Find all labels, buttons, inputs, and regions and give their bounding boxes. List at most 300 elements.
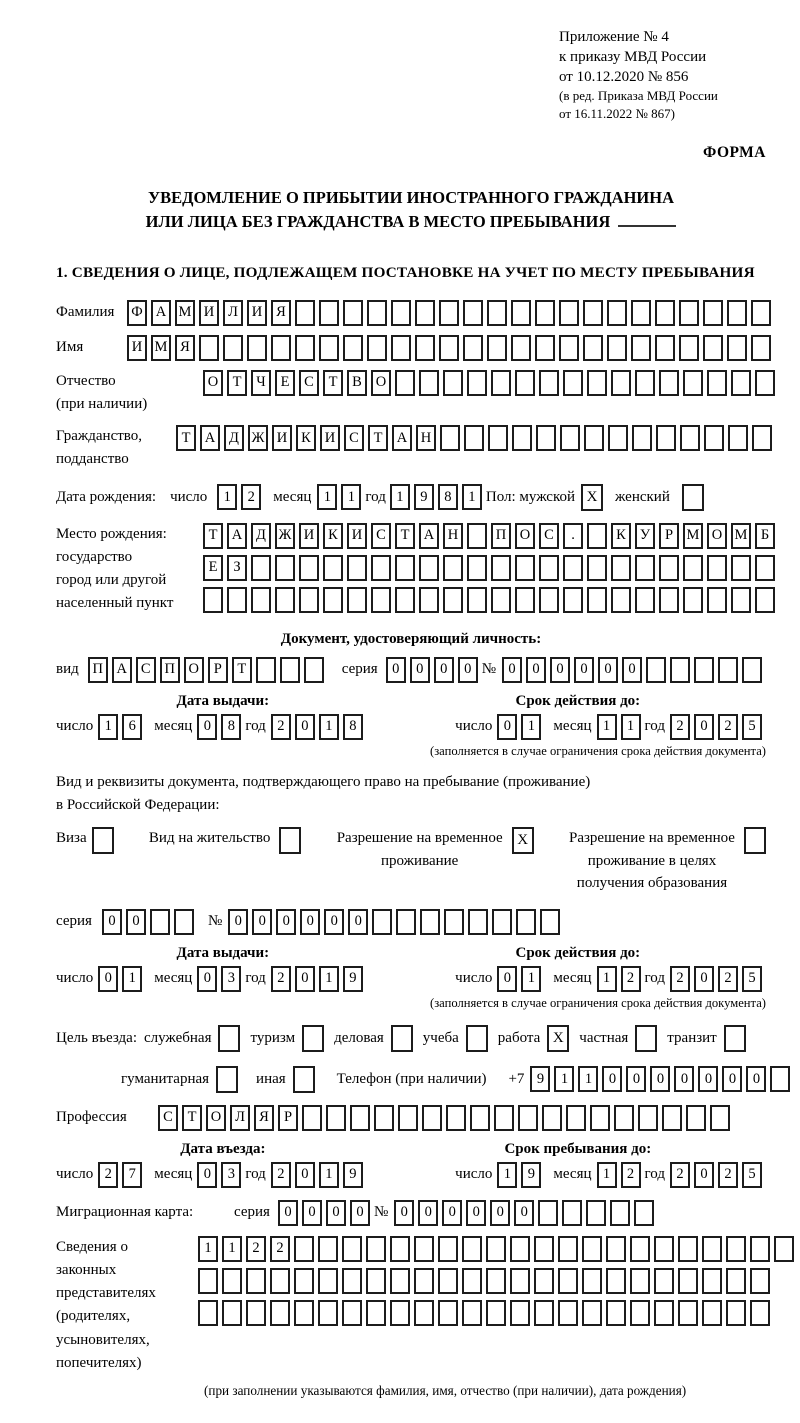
- char-cell[interactable]: 1: [521, 966, 541, 992]
- char-cell[interactable]: [630, 1268, 650, 1294]
- char-cell[interactable]: [367, 335, 387, 361]
- char-cell[interactable]: 2: [718, 714, 738, 740]
- char-cell[interactable]: [606, 1268, 626, 1294]
- char-cell[interactable]: [246, 1300, 266, 1326]
- char-cell[interactable]: Л: [223, 300, 243, 326]
- char-cell[interactable]: С: [299, 370, 319, 396]
- char-cell[interactable]: Т: [182, 1105, 202, 1131]
- char-cell[interactable]: К: [611, 523, 631, 549]
- char-cell[interactable]: [251, 555, 271, 581]
- char-cell[interactable]: М: [731, 523, 751, 549]
- char-cell[interactable]: [635, 555, 655, 581]
- char-cell[interactable]: [726, 1268, 746, 1294]
- char-cell[interactable]: [582, 1268, 602, 1294]
- char-cell[interactable]: М: [151, 335, 171, 361]
- char-cell[interactable]: [614, 1105, 634, 1131]
- char-cell[interactable]: [707, 555, 727, 581]
- char-cell[interactable]: [703, 300, 723, 326]
- char-cell[interactable]: [295, 300, 315, 326]
- char-cell[interactable]: [583, 335, 603, 361]
- char-cell[interactable]: [611, 587, 631, 613]
- char-cell[interactable]: 0: [497, 714, 517, 740]
- char-cell[interactable]: [560, 425, 580, 451]
- char-cell[interactable]: М: [175, 300, 195, 326]
- char-cell[interactable]: 1: [521, 714, 541, 740]
- char-cell[interactable]: 0: [228, 909, 248, 935]
- char-cell[interactable]: [494, 1105, 514, 1131]
- char-cell[interactable]: И: [299, 523, 319, 549]
- char-cell[interactable]: Ж: [275, 523, 295, 549]
- char-cell[interactable]: [608, 425, 628, 451]
- char-cell[interactable]: 2: [271, 1162, 291, 1188]
- char-cell[interactable]: [439, 335, 459, 361]
- char-cell[interactable]: [463, 335, 483, 361]
- char-cell[interactable]: [395, 370, 415, 396]
- char-cell[interactable]: [590, 1105, 610, 1131]
- char-cell[interactable]: [582, 1236, 602, 1262]
- char-cell[interactable]: Т: [203, 523, 223, 549]
- char-cell[interactable]: [750, 1300, 770, 1326]
- char-cell[interactable]: [492, 909, 512, 935]
- char-cell[interactable]: [247, 335, 267, 361]
- char-cell[interactable]: [678, 1268, 698, 1294]
- char-cell[interactable]: [542, 1105, 562, 1131]
- char-cell[interactable]: 0: [350, 1200, 370, 1226]
- char-cell[interactable]: [414, 1300, 434, 1326]
- char-cell[interactable]: [610, 1200, 630, 1226]
- char-cell[interactable]: П: [160, 657, 180, 683]
- char-cell[interactable]: [415, 300, 435, 326]
- char-cell[interactable]: [347, 555, 367, 581]
- char-cell[interactable]: [731, 370, 751, 396]
- char-cell[interactable]: [198, 1300, 218, 1326]
- char-cell[interactable]: [491, 370, 511, 396]
- char-cell[interactable]: Ф: [127, 300, 147, 326]
- char-cell[interactable]: 0: [348, 909, 368, 935]
- char-cell[interactable]: 2: [670, 714, 690, 740]
- checkbox-delovaya[interactable]: [391, 1025, 413, 1052]
- char-cell[interactable]: А: [200, 425, 220, 451]
- char-cell[interactable]: [487, 300, 507, 326]
- char-cell[interactable]: [488, 425, 508, 451]
- char-cell[interactable]: 5: [742, 714, 762, 740]
- char-cell[interactable]: [655, 300, 675, 326]
- char-cell[interactable]: [654, 1300, 674, 1326]
- char-cell[interactable]: 0: [722, 1066, 742, 1092]
- char-cell[interactable]: [559, 300, 579, 326]
- char-cell[interactable]: Р: [278, 1105, 298, 1131]
- char-cell[interactable]: А: [112, 657, 132, 683]
- char-cell[interactable]: [563, 555, 583, 581]
- char-cell[interactable]: 2: [621, 1162, 641, 1188]
- char-cell[interactable]: 1: [319, 714, 339, 740]
- char-cell[interactable]: 2: [271, 714, 291, 740]
- char-cell[interactable]: [414, 1236, 434, 1262]
- checkbox-tranzit[interactable]: [724, 1025, 746, 1052]
- char-cell[interactable]: [270, 1300, 290, 1326]
- char-cell[interactable]: [535, 300, 555, 326]
- char-cell[interactable]: О: [203, 370, 223, 396]
- char-cell[interactable]: [662, 1105, 682, 1131]
- char-cell[interactable]: 0: [746, 1066, 766, 1092]
- char-cell[interactable]: [350, 1105, 370, 1131]
- char-cell[interactable]: С: [158, 1105, 178, 1131]
- char-cell[interactable]: [390, 1268, 410, 1294]
- char-cell[interactable]: [751, 300, 771, 326]
- char-cell[interactable]: 9: [343, 966, 363, 992]
- char-cell[interactable]: [558, 1236, 578, 1262]
- char-cell[interactable]: [718, 657, 738, 683]
- char-cell[interactable]: С: [371, 523, 391, 549]
- char-cell[interactable]: 0: [490, 1200, 510, 1226]
- char-cell[interactable]: 1: [319, 1162, 339, 1188]
- char-cell[interactable]: [630, 1236, 650, 1262]
- char-cell[interactable]: [390, 1300, 410, 1326]
- char-cell[interactable]: 0: [278, 1200, 298, 1226]
- char-cell[interactable]: [323, 587, 343, 613]
- char-cell[interactable]: [566, 1105, 586, 1131]
- char-cell[interactable]: А: [392, 425, 412, 451]
- char-cell[interactable]: 1: [497, 1162, 517, 1188]
- char-cell[interactable]: 0: [514, 1200, 534, 1226]
- char-cell[interactable]: [199, 335, 219, 361]
- char-cell[interactable]: Т: [395, 523, 415, 549]
- char-cell[interactable]: [679, 300, 699, 326]
- char-cell[interactable]: 3: [221, 1162, 241, 1188]
- char-cell[interactable]: [630, 1300, 650, 1326]
- char-cell[interactable]: [707, 370, 727, 396]
- char-cell[interactable]: [534, 1268, 554, 1294]
- char-cell[interactable]: [372, 909, 392, 935]
- char-cell[interactable]: [534, 1300, 554, 1326]
- char-cell[interactable]: [607, 300, 627, 326]
- char-cell[interactable]: [367, 300, 387, 326]
- char-cell[interactable]: Н: [416, 425, 436, 451]
- char-cell[interactable]: 0: [300, 909, 320, 935]
- char-cell[interactable]: 2: [718, 1162, 738, 1188]
- char-cell[interactable]: [347, 587, 367, 613]
- char-cell[interactable]: 2: [246, 1236, 266, 1262]
- char-cell[interactable]: 9: [343, 1162, 363, 1188]
- char-cell[interactable]: [582, 1300, 602, 1326]
- char-cell[interactable]: 0: [466, 1200, 486, 1226]
- char-cell[interactable]: 0: [386, 657, 406, 683]
- char-cell[interactable]: [366, 1268, 386, 1294]
- char-cell[interactable]: [742, 657, 762, 683]
- char-cell[interactable]: [704, 425, 724, 451]
- char-cell[interactable]: [323, 555, 343, 581]
- char-cell[interactable]: [371, 587, 391, 613]
- char-cell[interactable]: [256, 657, 276, 683]
- char-cell[interactable]: [539, 555, 559, 581]
- char-cell[interactable]: И: [320, 425, 340, 451]
- char-cell[interactable]: [444, 909, 464, 935]
- char-cell[interactable]: [659, 370, 679, 396]
- char-cell[interactable]: [467, 370, 487, 396]
- char-cell[interactable]: [702, 1268, 722, 1294]
- char-cell[interactable]: [299, 555, 319, 581]
- char-cell[interactable]: 8: [438, 484, 458, 510]
- char-cell[interactable]: [755, 555, 775, 581]
- char-cell[interactable]: [198, 1268, 218, 1294]
- char-cell[interactable]: [702, 1300, 722, 1326]
- char-cell[interactable]: [294, 1300, 314, 1326]
- char-cell[interactable]: О: [206, 1105, 226, 1131]
- char-cell[interactable]: [611, 555, 631, 581]
- char-cell[interactable]: 0: [324, 909, 344, 935]
- char-cell[interactable]: 0: [574, 657, 594, 683]
- char-cell[interactable]: [203, 587, 223, 613]
- char-cell[interactable]: [443, 587, 463, 613]
- char-cell[interactable]: В: [347, 370, 367, 396]
- char-cell[interactable]: [222, 1268, 242, 1294]
- char-cell[interactable]: 0: [526, 657, 546, 683]
- char-cell[interactable]: [518, 1105, 538, 1131]
- char-cell[interactable]: [516, 909, 536, 935]
- char-cell[interactable]: К: [323, 523, 343, 549]
- char-cell[interactable]: [342, 1236, 362, 1262]
- char-cell[interactable]: А: [151, 300, 171, 326]
- char-cell[interactable]: [468, 909, 488, 935]
- char-cell[interactable]: [559, 335, 579, 361]
- char-cell[interactable]: 0: [674, 1066, 694, 1092]
- checkbox-gumanitarnaya[interactable]: [216, 1066, 238, 1093]
- char-cell[interactable]: И: [272, 425, 292, 451]
- char-cell[interactable]: 0: [394, 1200, 414, 1226]
- checkbox-residence-permit[interactable]: [279, 827, 301, 854]
- char-cell[interactable]: 1: [341, 484, 361, 510]
- char-cell[interactable]: [419, 587, 439, 613]
- char-cell[interactable]: [654, 1268, 674, 1294]
- char-cell[interactable]: 2: [718, 966, 738, 992]
- char-cell[interactable]: [750, 1236, 770, 1262]
- char-cell[interactable]: [319, 300, 339, 326]
- char-cell[interactable]: 0: [622, 657, 642, 683]
- char-cell[interactable]: С: [344, 425, 364, 451]
- char-cell[interactable]: 1: [390, 484, 410, 510]
- char-cell[interactable]: [319, 335, 339, 361]
- char-cell[interactable]: 9: [414, 484, 434, 510]
- char-cell[interactable]: [683, 587, 703, 613]
- char-cell[interactable]: Т: [368, 425, 388, 451]
- char-cell[interactable]: [562, 1200, 582, 1226]
- char-cell[interactable]: [587, 555, 607, 581]
- char-cell[interactable]: 3: [221, 966, 241, 992]
- char-cell[interactable]: [326, 1105, 346, 1131]
- char-cell[interactable]: [540, 909, 560, 935]
- checkbox-gender-male[interactable]: X: [581, 484, 603, 511]
- char-cell[interactable]: А: [419, 523, 439, 549]
- char-cell[interactable]: [680, 425, 700, 451]
- char-cell[interactable]: [707, 587, 727, 613]
- char-cell[interactable]: [439, 300, 459, 326]
- char-cell[interactable]: 1: [98, 714, 118, 740]
- char-cell[interactable]: 2: [621, 966, 641, 992]
- char-cell[interactable]: [710, 1105, 730, 1131]
- char-cell[interactable]: [487, 335, 507, 361]
- char-cell[interactable]: 9: [530, 1066, 550, 1092]
- char-cell[interactable]: [470, 1105, 490, 1131]
- char-cell[interactable]: [611, 370, 631, 396]
- char-cell[interactable]: [635, 587, 655, 613]
- char-cell[interactable]: 1: [319, 966, 339, 992]
- char-cell[interactable]: 0: [442, 1200, 462, 1226]
- char-cell[interactable]: 0: [102, 909, 122, 935]
- char-cell[interactable]: [419, 370, 439, 396]
- char-cell[interactable]: [223, 335, 243, 361]
- char-cell[interactable]: [343, 335, 363, 361]
- char-cell[interactable]: Я: [175, 335, 195, 361]
- char-cell[interactable]: [467, 523, 487, 549]
- char-cell[interactable]: 0: [626, 1066, 646, 1092]
- char-cell[interactable]: Ж: [248, 425, 268, 451]
- char-cell[interactable]: [659, 587, 679, 613]
- char-cell[interactable]: [294, 1268, 314, 1294]
- char-cell[interactable]: П: [491, 523, 511, 549]
- char-cell[interactable]: 5: [742, 966, 762, 992]
- char-cell[interactable]: [318, 1236, 338, 1262]
- char-cell[interactable]: [395, 587, 415, 613]
- char-cell[interactable]: [420, 909, 440, 935]
- char-cell[interactable]: 0: [295, 1162, 315, 1188]
- char-cell[interactable]: [731, 555, 751, 581]
- char-cell[interactable]: [683, 370, 703, 396]
- char-cell[interactable]: Ч: [251, 370, 271, 396]
- char-cell[interactable]: 0: [252, 909, 272, 935]
- char-cell[interactable]: 0: [197, 714, 217, 740]
- char-cell[interactable]: 0: [497, 966, 517, 992]
- char-cell[interactable]: 0: [197, 1162, 217, 1188]
- char-cell[interactable]: [752, 425, 772, 451]
- char-cell[interactable]: [366, 1300, 386, 1326]
- char-cell[interactable]: 1: [198, 1236, 218, 1262]
- char-cell[interactable]: [686, 1105, 706, 1131]
- char-cell[interactable]: [246, 1268, 266, 1294]
- char-cell[interactable]: [586, 1200, 606, 1226]
- char-cell[interactable]: [491, 555, 511, 581]
- char-cell[interactable]: [750, 1268, 770, 1294]
- char-cell[interactable]: [638, 1105, 658, 1131]
- char-cell[interactable]: .: [563, 523, 583, 549]
- char-cell[interactable]: [534, 1236, 554, 1262]
- char-cell[interactable]: [679, 335, 699, 361]
- char-cell[interactable]: 0: [434, 657, 454, 683]
- char-cell[interactable]: [655, 335, 675, 361]
- char-cell[interactable]: З: [227, 555, 247, 581]
- char-cell[interactable]: 1: [578, 1066, 598, 1092]
- char-cell[interactable]: [539, 370, 559, 396]
- char-cell[interactable]: [606, 1300, 626, 1326]
- char-cell[interactable]: [251, 587, 271, 613]
- char-cell[interactable]: [535, 335, 555, 361]
- checkbox-inaya[interactable]: [293, 1066, 315, 1093]
- char-cell[interactable]: 1: [317, 484, 337, 510]
- char-cell[interactable]: К: [296, 425, 316, 451]
- char-cell[interactable]: [563, 587, 583, 613]
- char-cell[interactable]: 0: [276, 909, 296, 935]
- char-cell[interactable]: 0: [650, 1066, 670, 1092]
- char-cell[interactable]: 1: [554, 1066, 574, 1092]
- checkbox-chastnaya[interactable]: [635, 1025, 657, 1052]
- char-cell[interactable]: [587, 587, 607, 613]
- char-cell[interactable]: 2: [241, 484, 261, 510]
- char-cell[interactable]: [515, 370, 535, 396]
- char-cell[interactable]: 0: [598, 657, 618, 683]
- char-cell[interactable]: [275, 555, 295, 581]
- char-cell[interactable]: И: [347, 523, 367, 549]
- char-cell[interactable]: [462, 1300, 482, 1326]
- char-cell[interactable]: [446, 1105, 466, 1131]
- checkbox-turizm[interactable]: [302, 1025, 324, 1052]
- char-cell[interactable]: А: [227, 523, 247, 549]
- checkbox-gender-female[interactable]: [682, 484, 704, 511]
- char-cell[interactable]: [467, 587, 487, 613]
- char-cell[interactable]: [462, 1236, 482, 1262]
- char-cell[interactable]: 0: [98, 966, 118, 992]
- char-cell[interactable]: [774, 1236, 794, 1262]
- char-cell[interactable]: [683, 555, 703, 581]
- char-cell[interactable]: Л: [230, 1105, 250, 1131]
- char-cell[interactable]: [670, 657, 690, 683]
- char-cell[interactable]: [342, 1300, 362, 1326]
- char-cell[interactable]: [222, 1300, 242, 1326]
- char-cell[interactable]: [646, 657, 666, 683]
- char-cell[interactable]: И: [247, 300, 267, 326]
- char-cell[interactable]: [486, 1236, 506, 1262]
- char-cell[interactable]: [538, 1200, 558, 1226]
- char-cell[interactable]: [438, 1268, 458, 1294]
- char-cell[interactable]: [419, 555, 439, 581]
- char-cell[interactable]: 8: [343, 714, 363, 740]
- char-cell[interactable]: [391, 335, 411, 361]
- char-cell[interactable]: [486, 1300, 506, 1326]
- char-cell[interactable]: [270, 1268, 290, 1294]
- char-cell[interactable]: [563, 370, 583, 396]
- char-cell[interactable]: 1: [597, 714, 617, 740]
- char-cell[interactable]: [515, 555, 535, 581]
- char-cell[interactable]: 9: [521, 1162, 541, 1188]
- char-cell[interactable]: [304, 657, 324, 683]
- char-cell[interactable]: [728, 425, 748, 451]
- char-cell[interactable]: [318, 1268, 338, 1294]
- char-cell[interactable]: 0: [502, 657, 522, 683]
- char-cell[interactable]: [390, 1236, 410, 1262]
- char-cell[interactable]: [343, 300, 363, 326]
- char-cell[interactable]: Р: [659, 523, 679, 549]
- char-cell[interactable]: [438, 1236, 458, 1262]
- char-cell[interactable]: 0: [694, 714, 714, 740]
- char-cell[interactable]: 0: [694, 1162, 714, 1188]
- char-cell[interactable]: [694, 657, 714, 683]
- char-cell[interactable]: [635, 370, 655, 396]
- char-cell[interactable]: 0: [698, 1066, 718, 1092]
- char-cell[interactable]: [510, 1268, 530, 1294]
- char-cell[interactable]: [510, 1236, 530, 1262]
- char-cell[interactable]: О: [371, 370, 391, 396]
- char-cell[interactable]: [631, 335, 651, 361]
- char-cell[interactable]: 2: [98, 1162, 118, 1188]
- char-cell[interactable]: 2: [670, 966, 690, 992]
- char-cell[interactable]: [770, 1066, 790, 1092]
- char-cell[interactable]: [415, 335, 435, 361]
- char-cell[interactable]: 0: [550, 657, 570, 683]
- form-number-blank[interactable]: [618, 211, 676, 227]
- char-cell[interactable]: [515, 587, 535, 613]
- char-cell[interactable]: [726, 1300, 746, 1326]
- char-cell[interactable]: 6: [122, 714, 142, 740]
- char-cell[interactable]: [302, 1105, 322, 1131]
- char-cell[interactable]: [396, 909, 416, 935]
